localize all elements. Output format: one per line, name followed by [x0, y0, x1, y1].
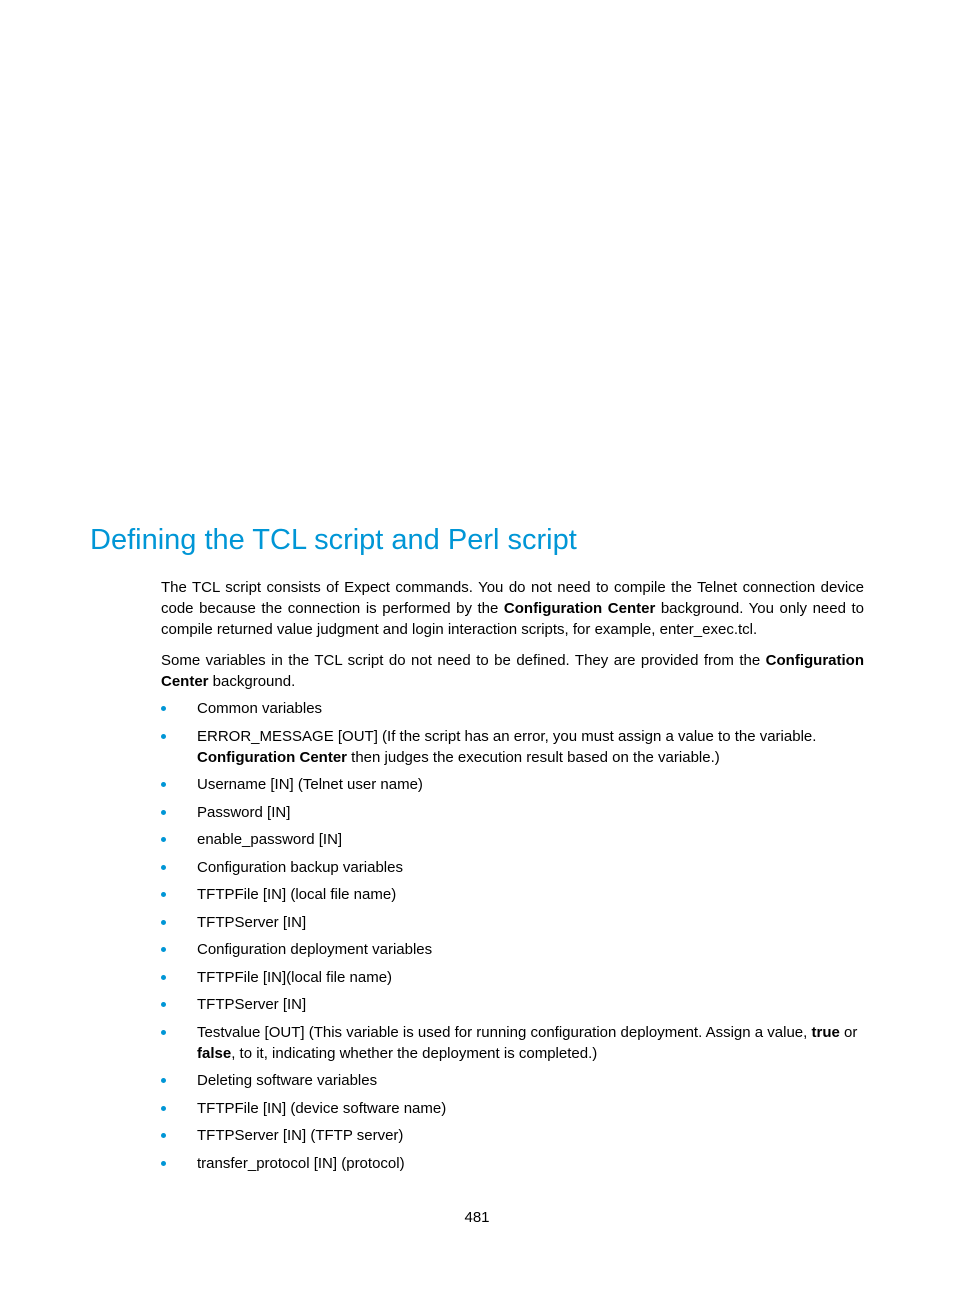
bullet-icon: [161, 947, 166, 952]
bullet-icon: [161, 1078, 166, 1083]
text-run: Deleting software variables: [197, 1072, 378, 1089]
bullet-icon: [161, 975, 166, 980]
section-body: [161, 577, 864, 1174]
text-run: Password [IN]: [197, 803, 291, 821]
list-item: [161, 802, 864, 823]
bold-term: Configuration Center: [503, 600, 656, 617]
list-item: [161, 1070, 864, 1091]
text-run: TFTPFile [IN] (device software name): [197, 1099, 447, 1117]
bullet-icon: [161, 1030, 166, 1035]
text-run: , to it, indicating whether the deployment is completed.): [231, 1044, 598, 1062]
list-item: [161, 967, 864, 988]
text-run: TFTPFile [IN](local file name): [197, 968, 393, 986]
bullet-icon: [161, 1133, 166, 1138]
text-run: Common variables: [197, 700, 323, 717]
text-run: or: [839, 1023, 858, 1041]
bullet-icon: [161, 734, 166, 739]
text-run: TFTPFile [IN] (local file name): [197, 886, 397, 903]
text-run: enable_password [IN]: [197, 831, 343, 848]
bullet-icon: [161, 1161, 166, 1166]
list-item: [161, 1153, 864, 1174]
bullet-icon: [161, 706, 166, 711]
list-item: [161, 1022, 864, 1064]
bold-term: false: [197, 1044, 232, 1062]
text-run: TFTPServer [IN] (TFTP server): [197, 1127, 404, 1144]
text-run: then judges the execution result based on the variable.): [347, 748, 720, 766]
bullet-icon: [161, 865, 166, 870]
bullet-icon: [161, 920, 166, 925]
text-run: Configuration backup variables: [197, 858, 403, 876]
bullet-icon: [161, 810, 166, 815]
list-item: [161, 994, 864, 1015]
bullet-icon: [161, 837, 166, 842]
paragraph-variables: [161, 650, 864, 692]
list-item: [161, 726, 864, 768]
bold-term: Configuration Center: [197, 748, 347, 766]
text-run: TFTPServer [IN]: [197, 913, 307, 931]
bullet-icon: [161, 1106, 166, 1111]
text-run: TFTPServer [IN]: [197, 996, 307, 1013]
variable-list: [161, 698, 864, 1174]
text-run: The TCL script consists of Expect commands. You do not need to compile the Telnet connection device code because the connection is performed by the: [161, 579, 864, 617]
text-run: Configuration deployment variables: [197, 941, 433, 958]
list-item: [161, 939, 864, 960]
list-item: [161, 698, 864, 719]
list-item: [161, 1125, 864, 1146]
list-item: [161, 857, 864, 878]
text-run: ERROR_MESSAGE [OUT] (If the script has an error, you must assign a value to the variable.: [197, 727, 817, 745]
page-number: 481: [464, 1209, 490, 1226]
paragraph-intro: [161, 577, 864, 640]
text-run: background. You only need to compile returned value judgment and login interaction scripts, for example, enter_exec.tcl.: [161, 600, 865, 638]
list-item: [161, 829, 864, 850]
list-item: [161, 774, 864, 795]
list-item: [161, 912, 864, 933]
list-item: [161, 1098, 864, 1119]
text-run: Username [IN] (Telnet user name): [197, 776, 423, 793]
text-run: transfer_protocol [IN] (protocol): [197, 1154, 405, 1172]
text-run: Some variables in the TCL script do not need to be defined. They are provided from the: [161, 652, 766, 669]
text-run: background.: [208, 673, 296, 690]
bullet-icon: [161, 782, 166, 787]
section-title: Defining the TCL script and Perl script: [90, 524, 577, 556]
bullet-icon: [161, 892, 166, 897]
text-run: Testvalue [OUT] (This variable is used for running configuration deployment. Assign a value,: [197, 1023, 812, 1041]
bullet-icon: [161, 1002, 166, 1007]
list-item: [161, 884, 864, 905]
bold-term: Configuration Center: [161, 652, 864, 690]
bold-term: true: [811, 1023, 840, 1041]
